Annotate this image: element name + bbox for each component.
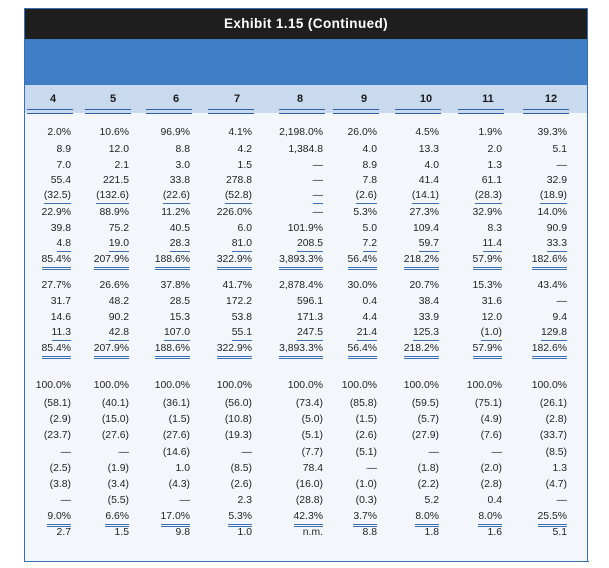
margin-section-cell: — (118, 447, 129, 458)
margin-section-cell: 2.7 (56, 527, 71, 538)
ratios-section-cell: 4.0 (362, 144, 377, 155)
margin-section-cell: 1.5 (114, 527, 129, 538)
composition-section-cell: 33.9 (418, 312, 439, 323)
ratios-section-cell: 33.8 (169, 175, 190, 186)
margin-section-cell: (15.0) (101, 414, 129, 425)
composition-section-cell: 4.4 (362, 312, 377, 323)
margin-section-cell: (3.4) (107, 479, 129, 490)
bottom-rule (25, 561, 589, 562)
margin-section-cell: 2.3 (237, 495, 252, 506)
ratios-section-cell: 4.1% (228, 127, 252, 138)
composition-section-cell: 188.6% (155, 342, 190, 359)
margin-section-cell: (85.8) (349, 398, 377, 409)
composition-section-cell: 56.4% (348, 342, 377, 359)
exhibit-title: Exhibit 1.15 (Continued) (25, 9, 587, 39)
ratios-section-cell: 19.0 (109, 237, 129, 252)
ratios-section-cell: 1,384.8 (288, 144, 323, 155)
column-header: 9 (360, 93, 368, 105)
ratios-section-cell: (2.6) (356, 189, 377, 204)
composition-section-cell: 322.9% (217, 342, 252, 359)
column-header: 5 (109, 93, 117, 105)
margin-section-cell: (1.0) (355, 479, 377, 490)
column-header: 10 (419, 93, 433, 105)
margin-section-cell: (26.1) (539, 398, 567, 409)
margin-section-cell: (1.9) (107, 463, 129, 474)
margin-section-cell: (7.6) (480, 430, 502, 441)
ratios-section-cell: 85.4% (42, 253, 71, 270)
margin-section-cell: 100.0% (341, 380, 377, 391)
ratios-section-cell: 88.9% (99, 207, 129, 218)
margin-section-cell: (2.2) (417, 479, 439, 490)
margin-section-cell: (1.5) (355, 414, 377, 425)
margin-section-cell: (5.7) (417, 414, 439, 425)
margin-section-cell: 42.3% (294, 510, 323, 527)
ratios-section-cell: 59.7 (419, 237, 439, 252)
ratios-section-cell: 208.5 (297, 237, 323, 252)
ratios-section-cell: 12.0 (108, 144, 129, 155)
margin-section-cell: (2.6) (230, 479, 252, 490)
ratios-section-cell: (28.3) (475, 189, 502, 204)
ratios-section-cell: 10.6% (99, 127, 129, 138)
margin-section-cell: — (60, 447, 71, 458)
ratios-section-cell: 27.3% (409, 207, 439, 218)
column-header-rule (146, 109, 192, 114)
composition-section-cell: 48.2 (108, 296, 129, 307)
ratios-section-cell: 5.1 (552, 144, 567, 155)
margin-section-cell: (4.3) (168, 479, 190, 490)
composition-section-cell: 41.7% (222, 280, 252, 291)
composition-section-cell: 90.2 (108, 312, 129, 323)
composition-section-cell: 218.2% (404, 342, 439, 359)
composition-section-cell: 0.4 (362, 296, 377, 307)
ratios-section-cell: 28.3 (170, 237, 190, 252)
ratios-section-cell: 2,198.0% (279, 127, 323, 138)
margin-section-cell: — (491, 447, 502, 458)
margin-section-cell: (2.6) (355, 430, 377, 441)
ratios-section-cell: 226.0% (216, 207, 252, 218)
margin-section-cell: — (428, 447, 439, 458)
ratios-section-cell: 40.5 (169, 223, 190, 234)
margin-section-cell: 1.8 (424, 527, 439, 538)
composition-section-cell: 171.3 (296, 312, 323, 323)
margin-section-cell: — (366, 463, 377, 474)
composition-section-cell: 129.8 (541, 326, 567, 341)
composition-section-cell: 15.3% (472, 280, 502, 291)
column-header-rule (85, 109, 131, 114)
margin-section-cell: (58.1) (43, 398, 71, 409)
ratios-section-cell: 3.0 (175, 160, 190, 171)
ratios-section-cell: 109.4 (412, 223, 439, 234)
composition-section-cell: (1.0) (481, 326, 502, 341)
ratios-section-cell: 26.0% (347, 127, 377, 138)
ratios-section-cell: (18.9) (540, 189, 567, 204)
ratios-section-cell: 218.2% (404, 253, 439, 270)
margin-section-cell: — (60, 495, 71, 506)
margin-section-cell: (0.3) (355, 495, 377, 506)
margin-section-cell: 3.7% (353, 510, 377, 527)
ratios-section-cell: 81.0 (232, 237, 252, 252)
margin-section-cell: (8.5) (230, 463, 252, 474)
margin-section-cell: (73.4) (295, 398, 323, 409)
ratios-section-cell: 1.3 (487, 160, 502, 171)
margin-section-cell: (8.5) (545, 447, 567, 458)
margin-section-cell: 5.2 (424, 495, 439, 506)
composition-section-cell: 9.4 (552, 312, 567, 323)
ratios-section-cell: 188.6% (155, 253, 190, 270)
ratios-section-cell: 39.8 (50, 223, 71, 234)
column-header-rule (333, 109, 379, 114)
column-header: 4 (49, 93, 57, 105)
column-header: 6 (172, 93, 180, 105)
ratios-section-cell: 101.9% (287, 223, 323, 234)
column-header-rule (523, 109, 569, 114)
composition-section-cell: — (556, 296, 567, 307)
margin-section-cell: 100.0% (287, 380, 323, 391)
margin-section-cell: (19.3) (224, 430, 252, 441)
margin-section-cell: 5.3% (228, 510, 252, 527)
margin-section-cell: (33.7) (539, 430, 567, 441)
margin-section-cell: 17.0% (161, 510, 190, 527)
composition-section-cell: 3,893.3% (279, 342, 323, 359)
composition-section-cell: 27.7% (41, 280, 71, 291)
margin-section-cell: (2.8) (480, 479, 502, 490)
margin-section-cell: — (556, 495, 567, 506)
margin-section-cell: — (241, 447, 252, 458)
ratios-section-cell: (22.6) (163, 189, 190, 204)
ratios-section-cell: 8.9 (362, 160, 377, 171)
composition-section-cell: 20.7% (409, 280, 439, 291)
ratios-section-cell: 8.9 (56, 144, 71, 155)
margin-section-cell: 25.5% (538, 510, 567, 527)
margin-section-cell: 100.0% (531, 380, 567, 391)
margin-section-cell: (5.5) (107, 495, 129, 506)
column-header: 7 (233, 93, 241, 105)
margin-section-cell: (4.9) (480, 414, 502, 425)
ratios-section-cell: 6.0 (237, 223, 252, 234)
composition-section-cell: 38.4 (418, 296, 439, 307)
margin-section-cell: 0.4 (487, 495, 502, 506)
column-header-row (25, 85, 587, 113)
margin-section-cell: (5.1) (355, 447, 377, 458)
ratios-section-cell: — (312, 160, 323, 171)
margin-section-cell: 100.0% (154, 380, 190, 391)
margin-section-cell: 6.6% (105, 510, 129, 527)
ratios-section-cell: (52.8) (225, 189, 252, 204)
composition-section-cell: 14.6 (50, 312, 71, 323)
margin-section-cell: (2.9) (49, 414, 71, 425)
margin-section-cell: (3.8) (49, 479, 71, 490)
margin-section-cell: (2.5) (49, 463, 71, 474)
ratios-section-cell: 11.2% (161, 207, 190, 218)
composition-section-cell: 53.8 (231, 312, 252, 323)
ratios-section-cell: 5.0 (362, 223, 377, 234)
composition-section-cell: 125.3 (413, 326, 439, 341)
margin-section-cell: (1.8) (417, 463, 439, 474)
ratios-section-cell: 7.2 (363, 237, 377, 252)
composition-section-cell: 2,878.4% (279, 280, 323, 291)
margin-section-cell: (27.9) (411, 430, 439, 441)
ratios-section-cell: 55.4 (50, 175, 71, 186)
margin-section-cell: 1.6 (487, 527, 502, 538)
ratios-section-cell: (14.1) (412, 189, 439, 204)
composition-section-cell: 31.6 (481, 296, 502, 307)
ratios-section-cell: 32.9 (546, 175, 567, 186)
ratios-section-cell: 207.9% (94, 253, 129, 270)
ratios-section-cell: 2.0 (487, 144, 502, 155)
column-header-rule (208, 109, 254, 114)
ratios-section-cell: 75.2 (108, 223, 129, 234)
ratios-section-cell: 90.9 (546, 223, 567, 234)
composition-section-cell: 43.4% (537, 280, 567, 291)
composition-section-cell: 26.6% (99, 280, 129, 291)
margin-section-cell: (14.6) (162, 447, 190, 458)
composition-section-cell: 30.0% (347, 280, 377, 291)
margin-section-cell: 100.0% (216, 380, 252, 391)
margin-section-cell: (27.6) (162, 430, 190, 441)
margin-section-cell: 9.8 (175, 527, 190, 538)
composition-section-cell: 12.0 (481, 312, 502, 323)
margin-section-cell: (28.8) (295, 495, 323, 506)
margin-section-cell: (4.7) (545, 479, 567, 490)
column-header-rule (458, 109, 504, 114)
composition-section-cell: 42.8 (109, 326, 129, 341)
margin-section-cell: (36.1) (162, 398, 190, 409)
ratios-section-cell: 322.9% (217, 253, 252, 270)
composition-section-cell: 247.5 (297, 326, 323, 341)
ratios-section-cell: 96.9% (160, 127, 190, 138)
ratios-section-cell: 33.3 (547, 237, 567, 252)
composition-section-cell: 57.9% (473, 342, 502, 359)
ratios-section-cell: 2.0% (47, 127, 71, 138)
ratios-section-cell: 41.4 (418, 175, 439, 186)
ratios-section-cell: 3,893.3% (279, 253, 323, 270)
ratios-section-cell: 61.1 (481, 175, 502, 186)
margin-section-cell: (7.7) (301, 447, 323, 458)
composition-section-cell: 85.4% (42, 342, 71, 359)
ratios-section-cell: — (312, 207, 323, 218)
composition-section-cell: 28.5 (169, 296, 190, 307)
composition-section-cell: 172.2 (225, 296, 252, 307)
ratios-section-cell: 1.9% (478, 127, 502, 138)
margin-section-cell: 100.0% (466, 380, 502, 391)
composition-section-cell: 107.0 (164, 326, 190, 341)
column-header-rule (279, 109, 325, 114)
margin-section-cell: (23.7) (43, 430, 71, 441)
margin-section-cell: 100.0% (35, 380, 71, 391)
margin-section-cell: 8.8 (362, 527, 377, 538)
composition-section-cell: 15.3 (169, 312, 190, 323)
column-header: 11 (482, 93, 494, 105)
ratios-section-cell: 2.1 (114, 160, 129, 171)
margin-section-cell: (75.1) (474, 398, 502, 409)
ratios-section-cell: 5.3% (353, 207, 377, 218)
ratios-section-cell: — (312, 175, 323, 186)
ratios-section-cell: 11.4 (483, 237, 502, 252)
ratios-section-cell: — (556, 160, 567, 171)
ratios-section-cell: 4.5% (415, 127, 439, 138)
composition-section-cell: 207.9% (94, 342, 129, 359)
column-header: 12 (544, 93, 558, 105)
margin-section-cell: (27.6) (101, 430, 129, 441)
margin-section-cell: 1.0 (175, 463, 190, 474)
margin-section-cell: 8.0% (478, 510, 502, 527)
header-band (25, 39, 587, 85)
margin-section-cell: 100.0% (93, 380, 129, 391)
ratios-section-cell: 7.8 (362, 175, 377, 186)
ratios-section-cell: — (313, 189, 323, 204)
ratios-section-cell: 13.3 (418, 144, 439, 155)
margin-section-cell: n.m. (302, 527, 323, 538)
ratios-section-cell: 57.9% (473, 253, 502, 270)
margin-section-cell: (40.1) (101, 398, 129, 409)
ratios-section-cell: (32.5) (44, 189, 71, 204)
margin-section-cell: 9.0% (47, 510, 71, 527)
ratios-section-cell: 14.0% (537, 207, 567, 218)
ratios-section-cell: 4.0 (424, 160, 439, 171)
ratios-section-cell: 8.3 (487, 223, 502, 234)
margin-section-cell: 8.0% (415, 510, 439, 527)
column-header-rule (27, 109, 73, 114)
composition-section-cell: 31.7 (50, 296, 71, 307)
ratios-section-cell: 8.8 (175, 144, 190, 155)
composition-section-cell: 11.3 (52, 326, 71, 341)
margin-section-cell: (1.5) (168, 414, 190, 425)
ratios-section-cell: 7.0 (56, 160, 71, 171)
ratios-section-cell: 39.3% (537, 127, 567, 138)
margin-section-cell: (16.0) (295, 479, 323, 490)
ratios-section-cell: 4.2 (237, 144, 252, 155)
margin-section-cell: (5.0) (301, 414, 323, 425)
composition-section-cell: 21.4 (357, 326, 377, 341)
margin-section-cell: (2.0) (480, 463, 502, 474)
ratios-section-cell: 32.9% (472, 207, 502, 218)
margin-section-cell: 5.1 (552, 527, 567, 538)
column-header: 8 (296, 93, 304, 105)
ratios-section-cell: 221.5 (102, 175, 129, 186)
margin-section-cell: (2.8) (545, 414, 567, 425)
margin-section-cell: 1.3 (552, 463, 567, 474)
ratios-section-cell: (132.6) (96, 189, 129, 204)
ratios-section-cell: 278.8 (225, 175, 252, 186)
column-header-rule (395, 109, 441, 114)
margin-section-cell: (10.8) (224, 414, 252, 425)
composition-section-cell: 37.8% (160, 280, 190, 291)
margin-section-cell: — (179, 495, 190, 506)
margin-section-cell: (56.0) (224, 398, 252, 409)
ratios-section-cell: 56.4% (348, 253, 377, 270)
ratios-section-cell: 182.6% (532, 253, 567, 270)
composition-section-cell: 55.1 (232, 326, 252, 341)
exhibit-frame (24, 8, 588, 562)
ratios-section-cell: 4.8 (57, 237, 71, 252)
margin-section-cell: 100.0% (403, 380, 439, 391)
ratios-section-cell: 1.5 (237, 160, 252, 171)
margin-section-cell: 78.4 (302, 463, 323, 474)
composition-section-cell: 182.6% (532, 342, 567, 359)
margin-section-cell: (5.1) (301, 430, 323, 441)
margin-section-cell: (59.5) (411, 398, 439, 409)
margin-section-cell: 1.0 (237, 527, 252, 538)
composition-section-cell: 596.1 (296, 296, 323, 307)
ratios-section-cell: 22.9% (41, 207, 71, 218)
